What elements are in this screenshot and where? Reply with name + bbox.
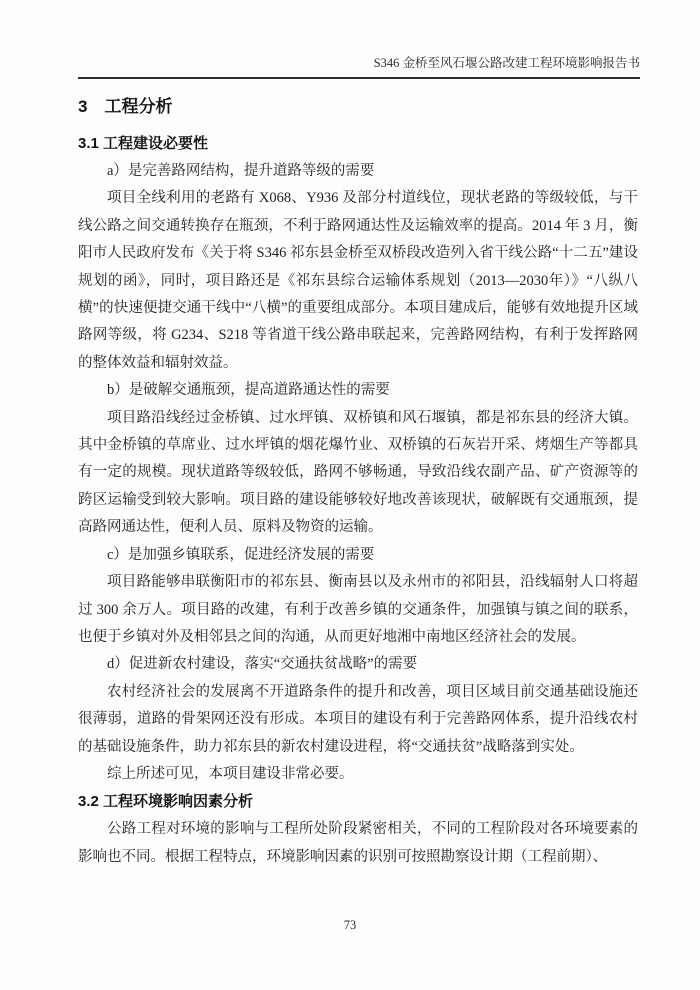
paragraph-a: 项目全线利用的老路有 X068、Y936 及部分村道线位，现状老路的等级较低，与干线公路之间交通转换存在瓶颈，不利于路网通达性及运输效率的提高。2014 年 3 月，衡阳市人民政府发布《关于将 S346 祁东县金桥至双桥段改造列入省干线公路“十二五”建设规划的函》，同时，项目路还是《祁东县综合运输体系规划（2013—2030年）》“八纵八横”的快速便捷交通干线中“八横”的重要组成部分。本项目建成后，能够有效地提升区域路网等级，将 G234、S218 等省道干线公路串联起来，完善路网结构，有利于发挥路网的整体效益和辐射效益。 — [78, 190, 638, 371]
heading-section-3-1: 3.1 工程建设必要性 — [78, 135, 209, 152]
item-c-heading: c）是加强乡镇联系，促进经济发展的需要 — [107, 546, 375, 563]
paragraph-conclusion: 综上所述可见，本项目建设非常必要。 — [107, 765, 354, 782]
item-a-heading: a）是完善路网结构，提升道路等级的需要 — [107, 163, 375, 179]
page-header — [78, 54, 640, 79]
document-body — [78, 88, 638, 871]
page-footer — [0, 918, 700, 933]
paragraph-c: 项目路能够串联衡阳市的祁东县、衡南县以及永州市的祁阳县，沿线辐射人口将超过 300 余万人。项目路的改建，有利于改善乡镇的交通条件，加强镇与镇之间的联系，也便于乡镇对外及相邻县之间的沟通，从而更好地湘中南地区经济社会的发展。 — [78, 574, 638, 645]
paragraph-3-2-intro: 公路工程对环境的影响与工程所处阶段紧密相关，不同的工程阶段对各环境要素的影响也不同。根据工程特点，环境影响因素的识别可按照勘察设计期（工程前期）、 — [78, 821, 638, 865]
running-title: S346 金桥至风石堰公路改建工程环境影响报告书 — [373, 56, 640, 70]
paragraph-b: 项目路沿线经过金桥镇、过水坪镇、双桥镇和风石堰镇，都是祁东县的经济大镇。其中金桥镇的草席业、过水坪镇的烟花爆竹业、双桥镇的石灰岩开采、烤烟生产等都具有一定的规模。现状道路等级较低，路网不够畅通，导致沿线农副产品、矿产资源等的跨区运输受到较大影响。项目路的建设能够较好地改善该现状，破解既有交通瓶颈，提高路网通达性，便利人员、原料及物资的运输。 — [78, 409, 638, 536]
heading-chapter-3: 3 工程分析 — [78, 97, 173, 116]
item-b-heading: b）是破解交通瓶颈，提高道路通达性的需要 — [107, 382, 390, 399]
item-d-heading: d）促进新农村建设，落实“交通扶贫战略”的需要 — [107, 656, 418, 673]
paragraph-d: 农村经济社会的发展离不开道路条件的提升和改善，项目区域目前交通基础设施还很薄弱，道路的骨架网还没有形成。本项目的建设有利于完善路网体系，提升沿线农村的基础设施条件，助力祁东县的新农村建设进程，将“交通扶贫”战略落到实处。 — [78, 683, 638, 755]
heading-section-3-2: 3.2 工程环境影响因素分析 — [78, 793, 254, 811]
page-number: 73 — [343, 918, 357, 932]
